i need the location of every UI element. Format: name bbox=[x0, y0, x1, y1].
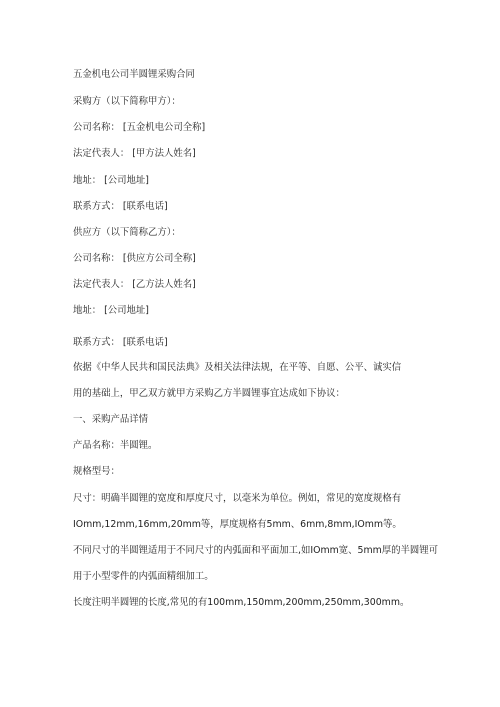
supplier-address: 地址： [公司地址] bbox=[73, 305, 149, 316]
buyer-heading: 采购方（以下简称甲方）： bbox=[73, 96, 181, 107]
preamble-line-2: 用的基础上，甲乙双方就甲方采购乙方半圆锂事宜达成如下协议： bbox=[73, 388, 345, 399]
product-name: 产品名称：半圆锂。 bbox=[73, 440, 158, 451]
section-heading-1: 一、采购产品详情 bbox=[73, 414, 149, 425]
supplier-company-name: 公司名称： [供应方公司全称] bbox=[73, 253, 196, 264]
usage-line-2: 用于小型零件的内弧面精细加工。 bbox=[73, 571, 214, 582]
supplier-contact: 联系方式： [联系电话] bbox=[73, 337, 168, 348]
buyer-company-name: 公司名称： [五金机电公司全称] bbox=[73, 122, 206, 133]
length-line: 长度注明半圆锂的长度,常见的有100mm,150mm,200mm,250mm,300mm。 bbox=[73, 597, 410, 608]
size-line-1: 尺寸：明确半圆锂的宽度和厚度尺寸，以毫米为单位。例如，常见的宽度规格有 bbox=[73, 493, 402, 504]
usage-line-1: 不同尺寸的半圆锂适用于不同尺寸的内弧面和平面加工,如IOmm宽、5mm厚的半圆锂可 bbox=[73, 545, 438, 556]
supplier-legal-rep: 法定代表人： [乙方法人姓名] bbox=[73, 279, 196, 290]
spec-model-label: 规格型号： bbox=[73, 466, 120, 477]
size-line-2: IOmm,12mm,16mm,20mm等，厚度规格有5mm、6mm,8mm,IOmm等。 bbox=[73, 519, 402, 530]
buyer-legal-rep: 法定代表人： [甲方法人姓名] bbox=[73, 148, 196, 159]
document-title: 五金机电公司半圆锂采购合同 bbox=[73, 69, 195, 80]
preamble-line-1: 依据《中华人民共和国民法典》及相关法律法规，在平等、自愿、公平、诚实信 bbox=[73, 362, 402, 373]
buyer-contact: 联系方式： [联系电话] bbox=[73, 201, 168, 212]
supplier-heading: 供应方（以下简称乙方）： bbox=[73, 227, 181, 238]
buyer-address: 地址： [公司地址] bbox=[73, 175, 149, 186]
